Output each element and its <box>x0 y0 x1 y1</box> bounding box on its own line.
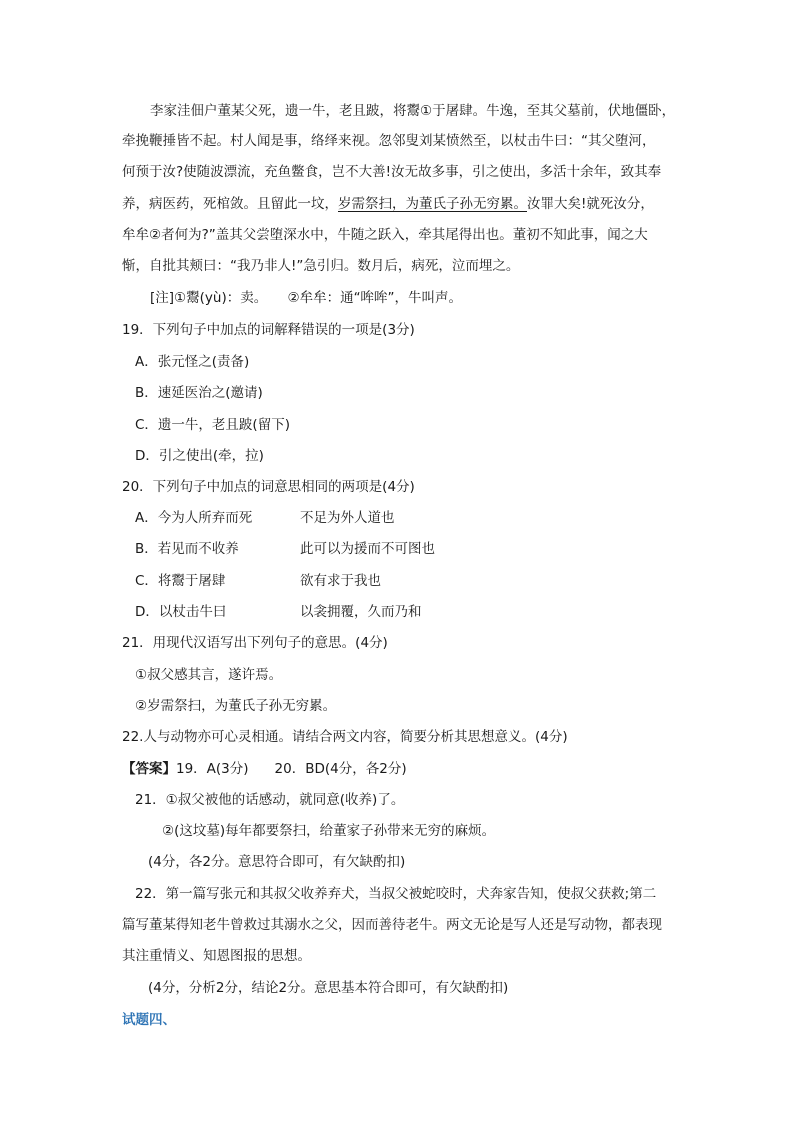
q20-option-d-right: 以衾拥覆，久而乃和 <box>300 604 422 620</box>
answer-21-1: 21．①叔父被他的话感动，就同意(收养)了。 <box>135 792 405 808</box>
answer-19: 19．A(3分) <box>176 761 249 777</box>
q20-option-c-right: 欲有求于我也 <box>300 573 381 589</box>
q20-option-c <box>135 571 635 591</box>
answer-22-line-2: 篇写董某得知老牛曾救过其溺水之父，因而善待老牛。两文无论是写人还是写动物，都表现 <box>122 917 662 933</box>
passage-line-1: 李家洼佃户董某父死，遗一牛，老且跛，将鬻①于屠肆。牛逸，至其父墓前，伏地僵卧， <box>150 103 676 119</box>
answer-22-line-1: 22．第一篇写张元和其叔父收养弃犬，当叔父被蛇咬时，犬奔家告知，使叔父获救;第二 <box>135 886 657 902</box>
q20-option-a <box>135 508 635 528</box>
q19-option-c: C．遗一牛，老且跛(留下) <box>135 417 290 433</box>
q19-option-d: D．引之使出(牵，拉) <box>135 448 264 464</box>
passage-line-5: 牟牟②者何为?”盖其父尝堕深水中，牛随之跃入，牵其尾得出也。董初不知此事，闻之大 <box>122 227 648 243</box>
q20-option-b-right: 此可以为援而不可图也 <box>300 541 435 557</box>
q20-option-c-left: C．将鬻于屠肆 <box>135 573 226 589</box>
q20-option-a-right: 不足为外人道也 <box>300 510 395 526</box>
answer-20: 20．BD(4分，各2分) <box>274 761 407 777</box>
underlined-sentence: 岁需祭扫，为董氏子孙无穷累。 <box>338 196 527 212</box>
passage-line-4-end: 汝罪大矣!就死汝分， <box>527 196 654 212</box>
q20-option-b <box>135 539 635 559</box>
q20-option-a-left: A．今为人所弃而死 <box>135 510 253 526</box>
answer-22-line-3: 其注重情义、知恩图报的思想。 <box>122 948 311 964</box>
answer-21-2: ②(这坟墓)每年都要祭扫，给董家子孙带来无穷的麻烦。 <box>162 823 496 839</box>
passage-line-4 <box>122 194 654 214</box>
passage-line-3: 何预于汝?使随波漂流，充鱼鳖食，岂不大善!汝无故多事，引之使出，多活十余年，致其奉 <box>122 164 662 180</box>
q19-option-a: A．张元怪之(责备) <box>135 354 250 370</box>
answer-22-score: (4分，分析2分，结论2分。意思基本符合即可，有欠缺酌扣) <box>148 980 509 996</box>
q21-sentence-1: ①叔父感其言，遂许焉。 <box>135 667 283 683</box>
q21-stem: 21．用现代汉语写出下列句子的意思。(4分) <box>122 635 388 651</box>
q20-stem: 20．下列句子中加点的词意思相同的两项是(4分) <box>122 479 415 495</box>
next-section-heading: 试题四、 <box>122 1012 176 1028</box>
q20-option-d <box>135 602 635 622</box>
passage-line-2: 牵挽鞭捶皆不起。村人闻是事，络绎来视。忽邻叟刘某愤然至，以杖击牛曰：“其父堕河， <box>122 133 656 149</box>
q19-stem: 19．下列句子中加点的词解释错误的一项是(3分) <box>122 322 415 338</box>
passage-line-4-start: 养，病医药，死棺敛。且留此一坟， <box>122 196 338 212</box>
q22-stem: 22.人与动物亦可心灵相通。请结合两文内容，简要分析其思想意义。(4分) <box>122 729 568 745</box>
answer-line-1 <box>122 759 407 779</box>
passage-line-6: 惭，自批其颊曰：“我乃非人!”急引归。数月后，病死，泣而埋之。 <box>122 258 520 274</box>
annotation-note: [注]①鬻(yù)：卖。 ②牟牟：通“哞哞”，牛叫声。 <box>150 290 463 306</box>
q19-option-b: B．速延医治之(邀请) <box>135 385 263 401</box>
answer-label: 【答案】 <box>122 761 176 777</box>
q21-sentence-2: ②岁需祭扫，为董氏子孙无穷累。 <box>135 698 337 714</box>
q20-option-d-left: D．以杖击牛曰 <box>135 604 227 620</box>
answer-21-score: (4分，各2分。意思符合即可，有欠缺酌扣) <box>148 854 406 870</box>
q20-option-b-left: B．若见而不收养 <box>135 541 239 557</box>
